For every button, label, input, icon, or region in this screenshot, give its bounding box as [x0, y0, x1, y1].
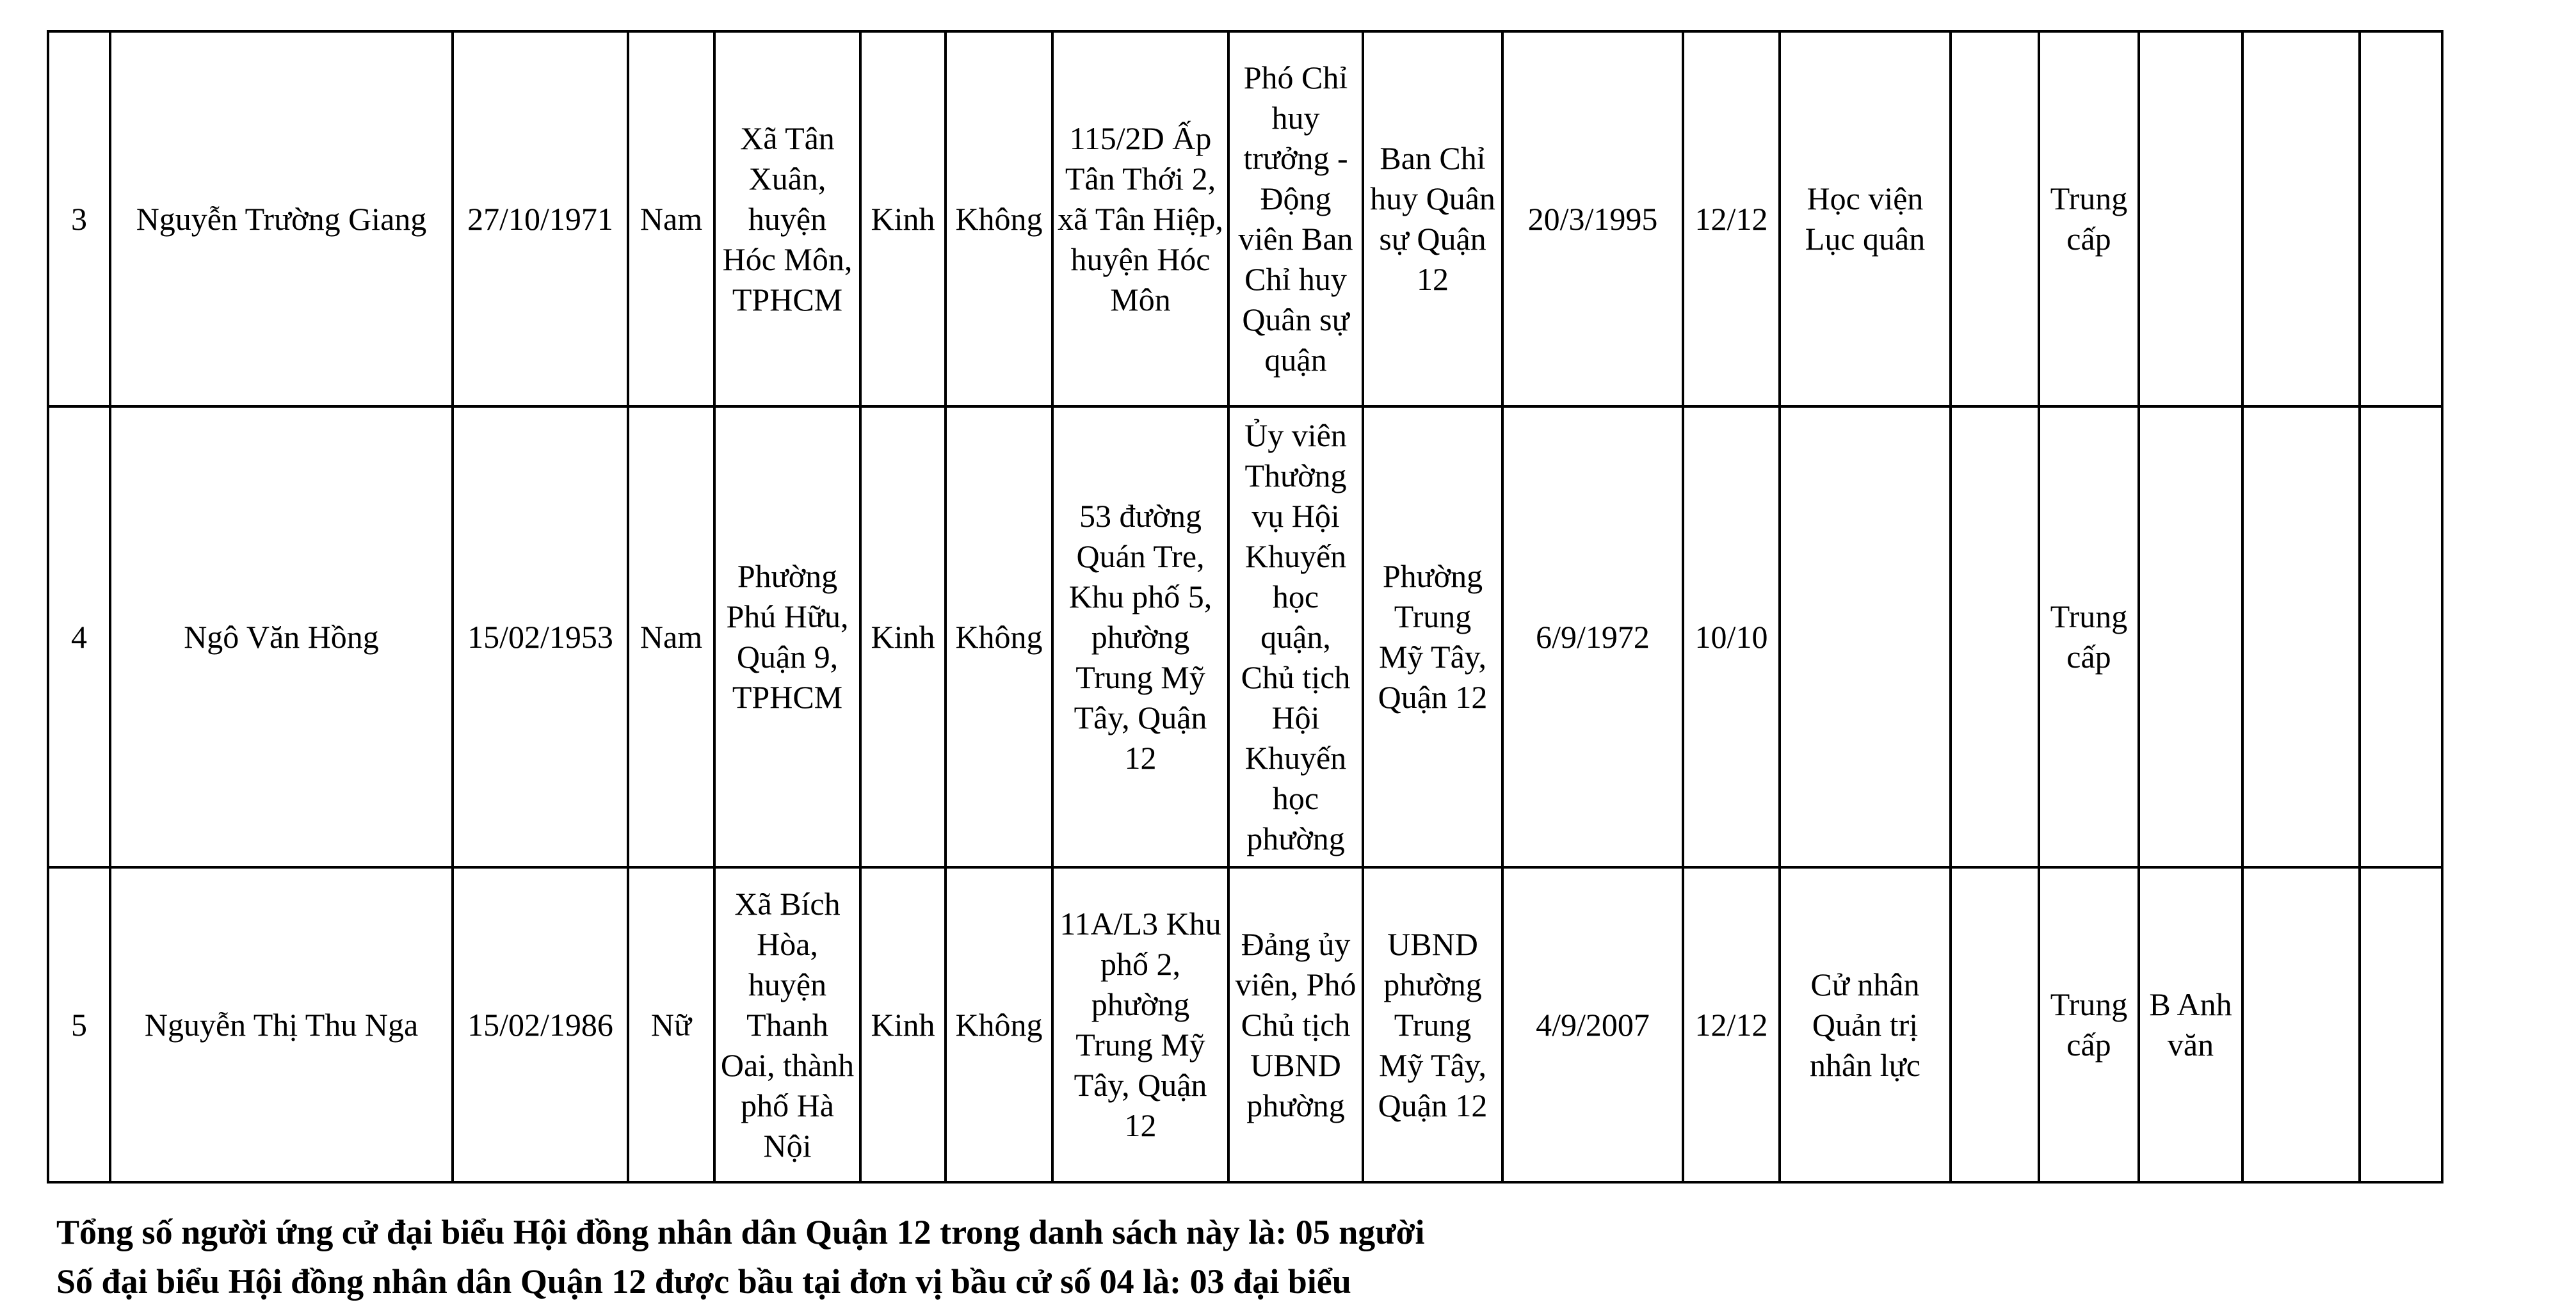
- cell-party-date: 4/9/2007: [1502, 867, 1683, 1182]
- cell-name: Nguyễn Trường Giang: [110, 31, 453, 406]
- cell-workplace: UBND phường Trung Mỹ Tây, Quận 12: [1363, 867, 1502, 1182]
- total-candidates-text: Tổng số người ứng cử đại biểu Hội đồng nhân dân Quận 12 trong danh sách này là: 05 người: [56, 1213, 1425, 1251]
- cell-language: [2139, 31, 2242, 406]
- cell-stt: 5: [48, 867, 110, 1182]
- cell-col17: [2242, 406, 2360, 867]
- cell-gender: Nữ: [628, 867, 714, 1182]
- cell-religion: Không: [946, 31, 1052, 406]
- cell-position: Đảng ủy viên, Phó Chủ tịch UBND phường: [1228, 867, 1363, 1182]
- cell-education: 12/12: [1683, 31, 1780, 406]
- cell-degree: [1951, 867, 2039, 1182]
- cell-language: [2139, 406, 2242, 867]
- cell-religion: Không: [946, 406, 1052, 867]
- cell-education: 10/10: [1683, 406, 1780, 867]
- cell-workplace: Phường Trung Mỹ Tây, Quận 12: [1363, 406, 1502, 867]
- cell-workplace: Ban Chỉ huy Quân sự Quận 12: [1363, 31, 1502, 406]
- cell-ethnicity: Kinh: [860, 31, 946, 406]
- cell-hometown: Phường Phú Hữu, Quận 9, TPHCM: [714, 406, 860, 867]
- cell-col18: [2360, 31, 2442, 406]
- cell-dob: 27/10/1971: [453, 31, 628, 406]
- cell-name: Nguyễn Thị Thu Nga: [110, 867, 453, 1182]
- cell-col18: [2360, 867, 2442, 1182]
- table-row: [48, 406, 2442, 867]
- table-row: [48, 867, 2442, 1182]
- cell-specialty: Học viện Lục quân: [1780, 31, 1951, 406]
- cell-religion: Không: [946, 867, 1052, 1182]
- cell-gender: Nam: [628, 406, 714, 867]
- cell-politics: Trung cấp: [2039, 406, 2139, 867]
- cell-dob: 15/02/1953: [453, 406, 628, 867]
- cell-party-date: 6/9/1972: [1502, 406, 1683, 867]
- cell-language: B Anh văn: [2139, 867, 2242, 1182]
- cell-stt: 3: [48, 31, 110, 406]
- cell-stt: 4: [48, 406, 110, 867]
- cell-position: Phó Chỉ huy trưởng - Động viên Ban Chỉ huy Quân sự quận: [1228, 31, 1363, 406]
- table-row: [48, 31, 2442, 406]
- cell-politics: Trung cấp: [2039, 31, 2139, 406]
- cell-ethnicity: Kinh: [860, 867, 946, 1182]
- table-body: [48, 31, 2442, 1182]
- cell-gender: Nam: [628, 31, 714, 406]
- cell-residence: 11A/L3 Khu phố 2, phường Trung Mỹ Tây, Quận 12: [1052, 867, 1228, 1182]
- cell-education: 12/12: [1683, 867, 1780, 1182]
- elected-delegates-text: Số đại biểu Hội đồng nhân dân Quận 12 được bầu tại đơn vị bầu cử số 04 là: 03 đại biểu: [56, 1262, 1351, 1301]
- cell-position: Ủy viên Thường vụ Hội Khuyến học quận, Chủ tịch Hội Khuyến học phường: [1228, 406, 1363, 867]
- cell-hometown: Xã Bích Hòa, huyện Thanh Oai, thành phố Hà Nội: [714, 867, 860, 1182]
- cell-residence: 53 đường Quán Tre, Khu phố 5, phường Trung Mỹ Tây, Quận 12: [1052, 406, 1228, 867]
- cell-specialty: [1780, 406, 1951, 867]
- candidate-table: [47, 30, 2443, 1184]
- cell-name: Ngô Văn Hồng: [110, 406, 453, 867]
- cell-col17: [2242, 31, 2360, 406]
- cell-politics: Trung cấp: [2039, 867, 2139, 1182]
- cell-hometown: Xã Tân Xuân, huyện Hóc Môn, TPHCM: [714, 31, 860, 406]
- cell-degree: [1951, 406, 2039, 867]
- cell-degree: [1951, 31, 2039, 406]
- cell-residence: 115/2D Ấp Tân Thới 2, xã Tân Hiệp, huyện Hóc Môn: [1052, 31, 1228, 406]
- cell-ethnicity: Kinh: [860, 406, 946, 867]
- cell-specialty: Cử nhân Quản trị nhân lực: [1780, 867, 1951, 1182]
- cell-dob: 15/02/1986: [453, 867, 628, 1182]
- cell-col17: [2242, 867, 2360, 1182]
- cell-party-date: 20/3/1995: [1502, 31, 1683, 406]
- cell-col18: [2360, 406, 2442, 867]
